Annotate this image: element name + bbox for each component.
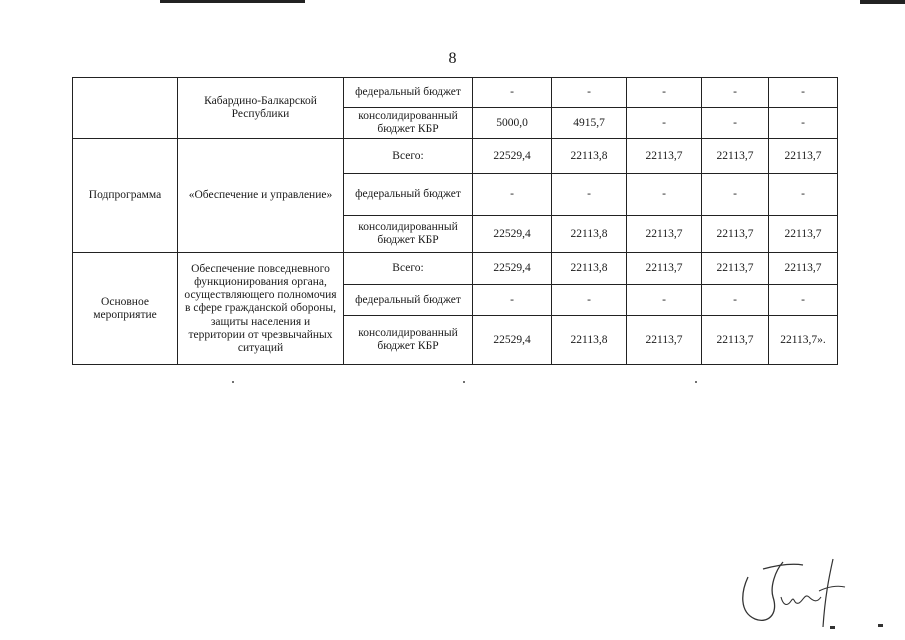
value-cell: - — [627, 78, 702, 108]
funding-source-cell: консолидированный бюджет КБР — [344, 108, 473, 139]
funding-source-cell: консолидированный бюджет КБР — [344, 216, 473, 253]
handwritten-signature — [733, 557, 858, 632]
funding-source-cell: федеральный бюджет — [344, 174, 473, 216]
table-row — [73, 139, 838, 174]
value-cell: - — [627, 174, 702, 216]
value-cell: 22113,8 — [552, 139, 627, 174]
value-cell: 4915,7 — [552, 108, 627, 139]
funding-source-cell: федеральный бюджет — [344, 78, 473, 108]
value-cell: 22529,4 — [473, 216, 552, 253]
value-cell: - — [702, 78, 769, 108]
value-cell: 22113,7 — [702, 253, 769, 285]
value-cell: - — [769, 78, 838, 108]
funding-source-cell: федеральный бюджет — [344, 285, 473, 316]
value-cell: 22113,8 — [552, 316, 627, 365]
scan-top-rule-left — [160, 0, 305, 3]
funding-source-cell: консолидированный бюджет КБР — [344, 316, 473, 365]
value-cell: - — [702, 174, 769, 216]
value-cell: 22113,7 — [627, 216, 702, 253]
row-name-cell: Основное мероприятие — [73, 253, 178, 365]
value-cell: 22113,8 — [552, 253, 627, 285]
row-title-cell: Кабардино-Балкарской Республики — [178, 78, 344, 139]
value-cell: 22113,7 — [627, 139, 702, 174]
funding-source-cell: Всего: — [344, 139, 473, 174]
scan-mark — [830, 626, 835, 629]
value-cell: - — [702, 108, 769, 139]
row-name-cell — [73, 78, 178, 139]
value-cell: - — [552, 285, 627, 316]
value-cell: 22113,7 — [627, 316, 702, 365]
value-cell: - — [473, 174, 552, 216]
table-row — [73, 253, 838, 285]
table-body — [73, 78, 838, 365]
page-number: 8 — [448, 50, 457, 67]
row-title-cell: Обеспечение повседневного функционирования органа, осуществляющего полномочия в сфере гражданской обороны, защиты населения и территории от чрезвычайных ситуаций — [178, 253, 344, 365]
scan-speck — [232, 381, 234, 383]
funding-source-cell: Всего: — [344, 253, 473, 285]
value-cell: - — [702, 285, 769, 316]
value-cell: 22529,4 — [473, 316, 552, 365]
value-cell: - — [552, 174, 627, 216]
value-cell: - — [473, 78, 552, 108]
value-cell: 5000,0 — [473, 108, 552, 139]
value-cell: 22113,7 — [769, 253, 838, 285]
scan-top-rule-right — [860, 0, 905, 4]
row-title-cell: «Обеспечение и управление» — [178, 139, 344, 253]
value-cell: - — [769, 285, 838, 316]
value-cell: - — [473, 285, 552, 316]
value-cell: 22113,7». — [769, 316, 838, 365]
value-cell: - — [552, 78, 627, 108]
value-cell: - — [769, 108, 838, 139]
value-cell: 22113,7 — [627, 253, 702, 285]
value-cell: - — [769, 174, 838, 216]
table-row — [73, 78, 838, 108]
value-cell: 22113,7 — [702, 216, 769, 253]
value-cell: 22529,4 — [473, 253, 552, 285]
value-cell: 22113,8 — [552, 216, 627, 253]
budget-table — [72, 77, 838, 365]
scan-speck — [463, 381, 465, 383]
value-cell: 22529,4 — [473, 139, 552, 174]
value-cell: 22113,7 — [702, 316, 769, 365]
value-cell: - — [627, 108, 702, 139]
scan-speck — [695, 381, 697, 383]
scan-mark — [878, 624, 883, 627]
value-cell: 22113,7 — [769, 216, 838, 253]
value-cell: 22113,7 — [769, 139, 838, 174]
value-cell: 22113,7 — [702, 139, 769, 174]
row-name-cell: Подпрограмма — [73, 139, 178, 253]
value-cell: - — [627, 285, 702, 316]
